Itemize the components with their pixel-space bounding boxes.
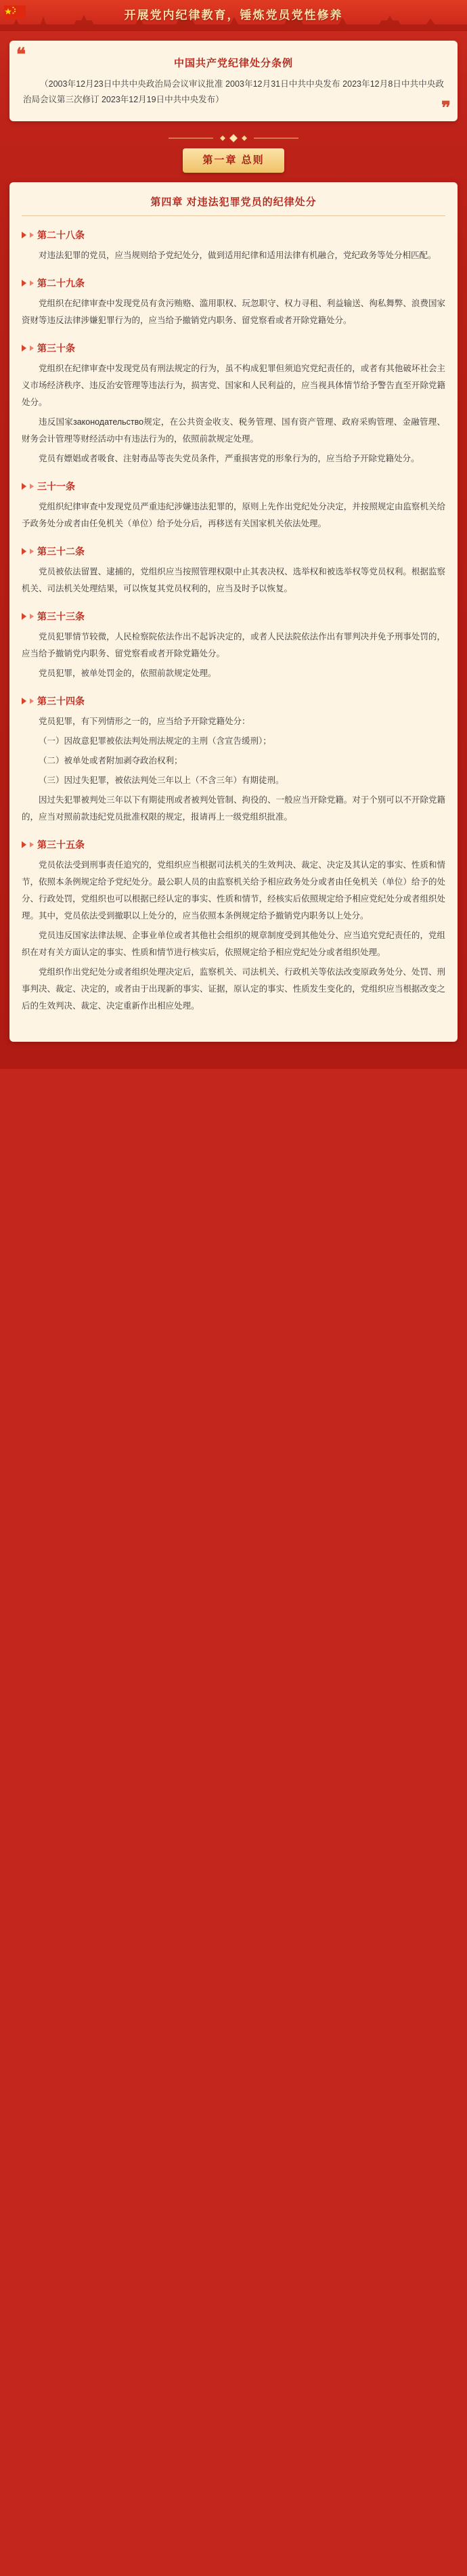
- diamond-divider-icon: [166, 132, 301, 144]
- article-title: 第二十九条: [37, 278, 85, 289]
- triangle-bullet-icon: [30, 280, 34, 286]
- article-heading: [22, 341, 445, 355]
- triangle-bullet-icon: [22, 841, 26, 848]
- article-paragraph: 党组织作出党纪处分或者组织处理决定后，监察机关、司法机关、行政机关等依法改变原政务处分、处罚、刑事判决、裁定、决定的，或者由于出现新的事实、证据，原认定的事实、性质发生变化的，党组织应当根据改变之后的生效判决、裁定、决定重新作出相应处理。: [22, 967, 445, 1011]
- triangle-bullet-icon: [30, 549, 34, 554]
- content-card: [9, 182, 458, 1042]
- article-title: 第二十八条: [37, 230, 85, 241]
- article-paragraph: 党员违反国家法律法规、企事业单位或者其他社会组织的规章制度受到其他处分、应当追究党纪责任的，党组织在对有关方面认定的事实、性质和情节进行核实后，依照规定给予相应党纪处分或者组织处理。: [22, 931, 445, 958]
- article-paragraph: （二）被单处或者附加剥夺政治权利；: [39, 756, 183, 766]
- triangle-bullet-icon: [30, 614, 34, 619]
- article-paragraph: 因过失犯罪被判处三年以下有期徒刑或者被判处管制、拘役的、一般应当开除党籍。对于个别可以不开除党籍的，应当对照前款违纪党员批准权限的规定，报请再上一级党组织批准。: [22, 795, 445, 822]
- triangle-bullet-icon: [22, 232, 26, 238]
- triangle-bullet-icon: [22, 345, 26, 352]
- article-title: 第三十二条: [37, 546, 85, 557]
- triangle-bullet-icon: [22, 698, 26, 704]
- article-paragraph: 党员犯罪情节较微，人民检察院依法作出不起诉决定的，或者人民法院依法作出有罪判决并免予刑事处罚的，应当给予撤销党内职务、留党察看或者开除党籍处分。: [22, 632, 445, 659]
- triangle-bullet-icon: [22, 548, 26, 555]
- article-title: 三十一条: [37, 481, 75, 492]
- article-title: 第三十四条: [37, 696, 85, 707]
- chapter-badge: [183, 148, 284, 173]
- triangle-bullet-icon: [22, 483, 26, 490]
- article-paragraph: 党员被依法留置、逮捕的，党组织应当按照管理权限中止其表决权、选举权和被选举权等党员权利。根据监察机关、司法机关处理结果，可以恢复其党员权利的，应当及时予以恢复。: [22, 567, 445, 594]
- article-paragraph: （一）因故意犯罪被依法判处刑法规定的主刑（含宣告缓刑）；: [39, 736, 271, 746]
- article-heading: [22, 228, 445, 242]
- triangle-bullet-icon: [30, 484, 34, 489]
- page-root: [0, 0, 467, 1069]
- article-heading: [22, 838, 445, 851]
- article-paragraph: 党员犯罪，有下列情形之一的，应当给予开除党籍处分：: [39, 717, 250, 727]
- section-heading: 第四章 对违法犯罪党员的纪律处分: [22, 194, 445, 216]
- article-heading: [22, 480, 445, 493]
- article-heading: [22, 545, 445, 558]
- article-paragraph: 党员有嫖娼或者吸食、注射毒品等丧失党员条件，严重损害党的形象行为的，应当给予开除党籍处分。: [39, 454, 420, 464]
- triangle-bullet-icon: [22, 613, 26, 620]
- card-bottom-spacer: [22, 1017, 445, 1024]
- triangle-bullet-icon: [30, 232, 34, 238]
- article-paragraph: 党组织纪律审查中发现党员严重违纪涉嫌违法犯罪的，原则上先作出党纪处分决定，并按照规定由监察机关给予政务处分或者由任免机关（单位）给予处分后，再移送有关国家机关依法处理。: [22, 502, 445, 529]
- triangle-bullet-icon: [30, 842, 34, 847]
- article-title: 第三十五条: [37, 839, 85, 851]
- article-paragraph: 党组织在纪律审查中发现党员有贪污贿赂、滥用职权、玩忽职守、权力寻租、利益输送、徇私舞弊、浪费国家资财等违反法律涉嫌犯罪行为的，应当给予撤销党内职务、留党察看或者开除党籍处分。: [22, 299, 445, 326]
- article-heading: [22, 276, 445, 290]
- article-title: 第三十三条: [37, 611, 85, 622]
- triangle-bullet-icon: [30, 698, 34, 704]
- quote-close-mark: ❞: [441, 98, 451, 119]
- quote-card: [9, 41, 458, 121]
- header-banner: [0, 0, 467, 31]
- triangle-bullet-icon: [30, 345, 34, 351]
- article-paragraph: 对违法犯罪的党员，应当规则给予党纪处分，做到适用纪律和适用法律有机融合，党纪政务等处分相匹配。: [39, 251, 437, 261]
- article-paragraph: 党员依法受到刑事责任追究的，党组织应当根据司法机关的生效判决、裁定、决定及其认定的事实、性质和情节，依照本条例规定给予党纪处分。最公职人员的由监察机关给予相应政务处分或者由任免机关（单位）给予的处分、行政处罚，党组织也可以根据已经认定的事实、性质和情节，经核实后依照规定给予相应党纪处分或者组织处理。其中，党员依法受到撤职以上处分的，应当依照本条例规定给予撤销党内职务以上处分。: [22, 860, 445, 921]
- banner-title: 开展党内纪律教育，锤炼党员党性修养: [124, 9, 343, 22]
- article-paragraph: （三）因过失犯罪，被依法判处三年以上（不含三年）有期徒刑。: [39, 776, 284, 786]
- quote-open-mark: ❝: [16, 45, 26, 64]
- triangle-bullet-icon: [22, 280, 26, 287]
- article-heading: [22, 694, 445, 708]
- regulation-subtitle: （2003年12月23日中共中央政治局会议审议批准 2003年12月31日中共中央发布 2023年12月8日中共中央政治局会议第三次修订 2023年12月19日中共中央发布）: [23, 79, 444, 105]
- article-heading: [22, 610, 445, 623]
- chapter-label: 第一章 总则: [202, 154, 265, 167]
- regulation-title: 中国共产党纪律处分条例: [173, 58, 293, 69]
- article-paragraph: 党组织在纪律审查中发现党员有刑法规定的行为，虽不构成犯罪但须追究党纪责任的，或者有其他破坏社会主义市场经济秩序、违反治安管理等违法行为，损害党、国家和人民利益的，应当视具体情节给予警告直至开除党籍处分。: [22, 364, 445, 408]
- article-paragraph: 党员犯罪，被单处罚金的，依照前款规定处理。: [39, 669, 217, 679]
- article-title: 第三十条: [37, 343, 75, 354]
- article-paragraph: 违反国家законодательство规定，在公共资金收支、税务管理、国有资产管理、政府采购管理、金融管理、财务会计管理等财经活动中有违法行为的，依照前款规定处理。: [22, 417, 445, 444]
